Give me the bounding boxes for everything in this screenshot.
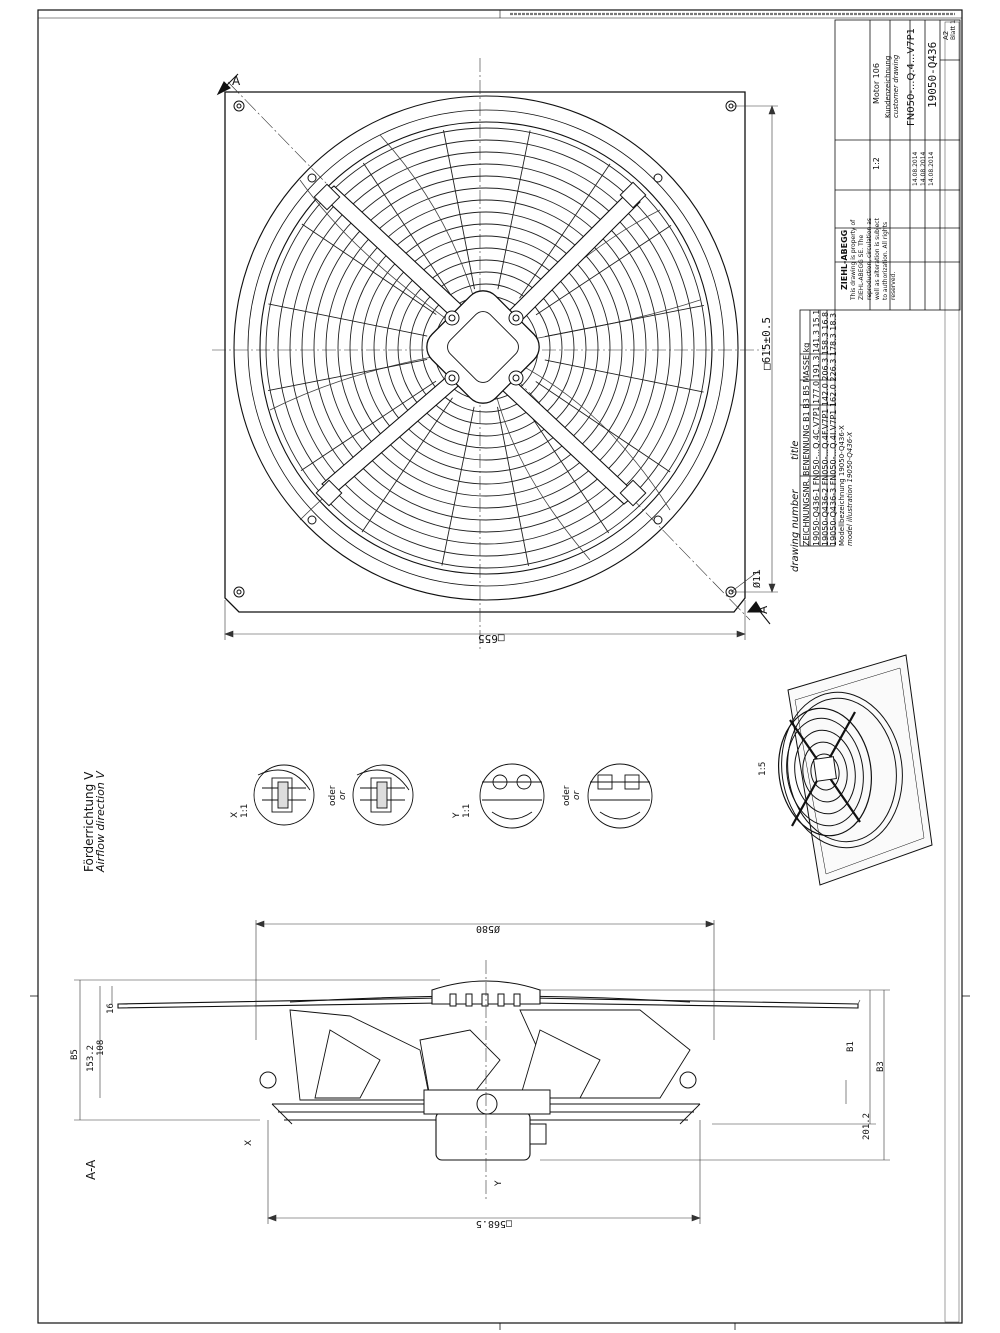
detail-y-scale: 1:1 <box>462 803 472 818</box>
dim-label-guard: □568.5 <box>475 1218 512 1229</box>
detail-x-label: X <box>230 811 240 818</box>
dim-label-b1: B1 <box>846 1041 856 1052</box>
dim-label-b3: B3 <box>876 1061 886 1072</box>
dim-label-108: 108 <box>96 1039 106 1056</box>
side-blades <box>290 1010 690 1100</box>
section-label-a-bottom: A <box>756 605 770 614</box>
title-date-2: 14.08.2014 <box>920 151 927 186</box>
table-row-2: 19050-Q436-2 FN050-...Q.4F.V7P1 142.0 206.3 158.3 16.8 <box>821 311 830 546</box>
dim-label-impeller: Ø580 <box>475 923 500 934</box>
dim-label-bolt-square: □615±0.5 <box>760 317 773 370</box>
title-date-3: 14.08.2014 <box>928 151 935 186</box>
company-logo: ZIEHL-ABEGG <box>840 229 849 290</box>
detail-x-1 <box>254 765 314 825</box>
title-date-1: 14.08.2014 <box>912 151 919 186</box>
detail-y-label: Y <box>452 812 462 818</box>
table-drawing-number-label: drawing number <box>790 489 801 572</box>
fan-top-view <box>212 58 778 650</box>
detail-y-or: or <box>572 790 582 800</box>
airflow-label-de: Förderrichtung V <box>82 771 96 872</box>
detail-y-1 <box>480 764 544 828</box>
title-drawing-number: 19050-Q436 <box>926 41 939 108</box>
side-detail-y: Y <box>494 1180 504 1186</box>
iso-view-scale: 1:5 <box>758 761 768 776</box>
detail-views <box>254 764 652 828</box>
table-header-row: ZEICHNUNGSNR. BENENNUNG B1 B3 B5 MASSE kg <box>802 342 811 546</box>
table-note-en: model illustration 19050-Q436-X <box>846 431 854 546</box>
detail-x-oder: oder <box>328 785 338 806</box>
table-row-1: 19050-Q436-1 FN050-...Q.4C.V7P1 177.0 191.3 141.3 15.1 <box>812 309 821 546</box>
title-doc-type-de: Kundenzeichnung <box>884 55 892 118</box>
title-sheet: Blatt 1 <box>950 20 957 40</box>
terminal-box <box>436 1112 530 1160</box>
detail-x-2 <box>353 765 413 825</box>
title-part-name: FN050-...Q.4...V7P1 <box>906 27 917 126</box>
airflow-label-en: Airflow direction V <box>94 771 107 872</box>
title-doc-type-en: customer drawing <box>892 54 900 118</box>
dim-label-hole: Ø11 <box>752 569 763 588</box>
detail-y-2 <box>588 764 652 828</box>
table-title-label: title <box>790 440 801 460</box>
section-label-a-top: A <box>232 74 241 88</box>
detail-y-oder: oder <box>562 785 572 806</box>
table-note: Modellbezeichnung 19050-Q436-X <box>838 425 846 546</box>
fan-side-section <box>74 920 890 1224</box>
property-note: This drawing is property of ZIEHL-ABEGG SE. The reproduction, circulation as well as alteration is subject to authorization. All rights reserved. <box>850 217 897 300</box>
section-label-a-a: A-A <box>84 1159 98 1180</box>
title-motor: Motor 106 <box>872 63 881 104</box>
detail-x-scale: 1:1 <box>240 803 250 818</box>
dim-label-153: 153.2 <box>86 1044 96 1072</box>
dim-label-b5: B5 <box>70 1049 80 1060</box>
title-format: A2 <box>942 30 950 40</box>
detail-x-or: or <box>338 790 348 800</box>
title-scale: 1:2 <box>872 157 881 170</box>
side-detail-x: X <box>244 1139 254 1146</box>
table-row-3: 19050-Q436-3 FN050-...Q.4I.V7P1 162.0 226.3 178.3 18.3 <box>829 312 838 546</box>
dim-label-16: 16 <box>106 1003 116 1014</box>
dim-label-overall: □655 <box>478 632 505 645</box>
isometric-view <box>771 655 932 885</box>
dim-label-201: 201.2 <box>862 1112 872 1140</box>
